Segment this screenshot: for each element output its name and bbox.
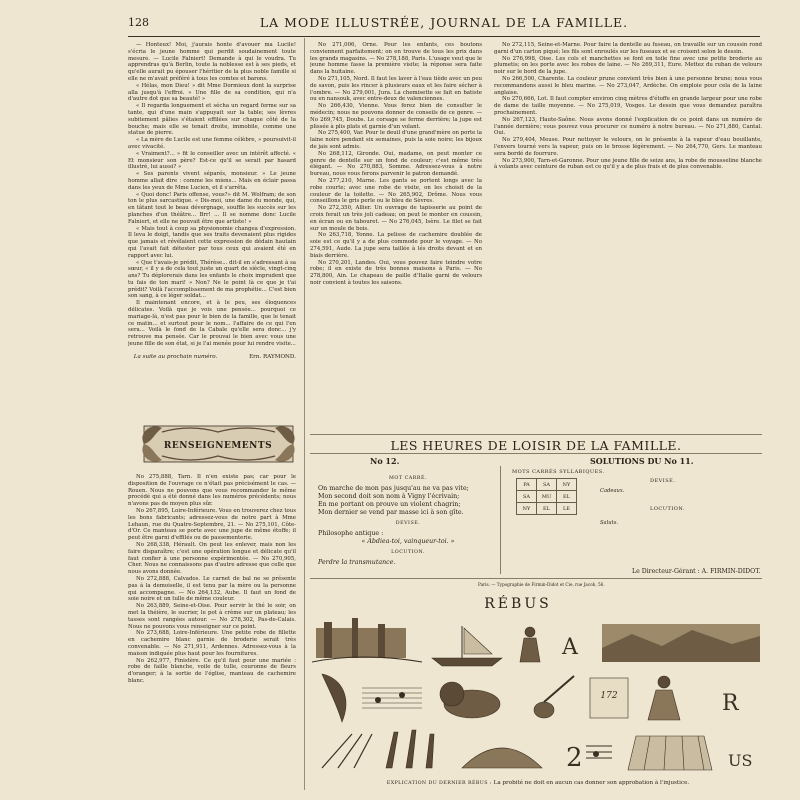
paragraph: No 279,404, Meuse. Pour nettoyer le velours, on le présente à la vapeur d'eau bouillante, l'envers tourné vers la vapeur, puis on le brosse légèrement. — No 264,770, Gers. Le manteau sera bordé de fourrure. [494,137,762,157]
paragraph: « Ses parents vivent séparés, monsieur. » Le jeune homme allait dire : comme les miens... Mais en éclair passa dans les yeux de Mme Lucien, et il s'arrêta. [128,171,296,191]
grid-cell: PA [517,479,537,491]
rebus-explanation-text: La probité ne doit en aucun cas donner son approbation à l'injustice. [493,780,690,786]
grid-cell: LE [557,503,577,515]
grid-cell: EL [557,491,577,503]
paragraph: « Hélas, mon Dieu! » dit Mme Dormieux dont la surprise alla jusqu'à l'effroi. « Une fille de sa condition, qui n'a d'autre dot que sa beauté! » [128,82,296,103]
grid-row [517,491,577,503]
paragraph: No 267,123, Haute-Saône. Nous avons donné l'explication de ce point dans un numéro de l'année dernière; vous pouvez vous procurer ce numéro à notre bureau. — No 271,880, Cantal. Oui. [494,116,762,137]
paragraph: No 271,105, Nord. Il faut les laver à l'eau tiède avec un peu de savon, puis les rincer à plusieurs eaux et les faire sécher à l'ombre. — No 279,001, Jura. La chemisette se fait en batiste ou en nansouk, avec entre-deux de valenciennes. [310,75,482,103]
puzzle-number: No 12. [370,456,400,466]
page-number: 128 [128,16,149,29]
grid-cell: MU [537,491,557,503]
puzzle-block [318,472,498,567]
paragraph: — Honteux! Moi, j'aurais honte d'avouer ma Lucile! s'écria le jeune homme qui perdit soudainement toute mesure. — Lucile Falniert! Demande à qui le voudra. Tu apprendras qu'à Berlin, toute la noblesse est à ses pieds, et qu'elle aurait pu épouser l'héritier de la plus noble famille si elle ne m'avait préféré à tous les comtes et barons. [128,42,296,82]
paragraph: No 266,430, Vienne. Vous ferez bien de consulter le médecin; nous ne pouvons donner de conseils de ce genre. — No 269,745, Doubs. Le corsage se ferme derrière; la jupe est plissée à plis plats et garnie d'un volant. [310,103,482,130]
printer-rule [310,578,762,579]
rebus-lion-icon [440,682,500,718]
paragraph: No 270,201, Landes. Oui, vous pouvez faire teindre votre robe; il en existe de très bonnes maisons à Paris. — No 278,800, Ain. Le chapeau de paille d'Italie garni de velours noir convient à toutes les saisons. [310,259,482,286]
rebus-number: 172 [600,691,618,701]
devise-text: Philosophe antique : [318,530,384,537]
page-header [128,14,760,37]
grid-cell: EL [537,503,557,515]
paragraph: No 262,977, Finistère. Ce qu'il faut pour une mariée : robe de faille blanche, voile de tulle, couronne de fleurs d'oranger; à la sortie de l'église, manteau de cachemire blanc. [128,657,296,684]
rebus-net-icon [628,736,712,770]
journal-title: LA MODE ILLUSTRÉE, JOURNAL DE LA FAMILLE. [259,15,629,30]
location-label: LOCUTION. [391,550,425,555]
grid-row [517,479,577,491]
section-rule-bottom [310,453,762,454]
rebus-letters-us: US [728,751,753,770]
paragraph: « La mère de Lucile est une femme célèbre, » poursuivit-il avec vivacité. [128,137,296,150]
rebus-ruins-icon [312,618,422,662]
paragraph: No 272,350, Allier. Un ouvrage de tapisserie au point de croix ferait un très joli cadeau; on peut le monter en coussin, en écran ou en tabouret. — No 276,045, Isère. Le filet se fait sur un moule de bois. [310,205,482,232]
rebus-explanation [312,780,764,786]
rebus-girl-icon [648,676,680,720]
answers-column-2 [310,42,482,428]
rebus-landscape-icon [602,624,760,662]
devise-label: DEVISE. [395,521,421,526]
grid-cell: SA [517,491,537,503]
mot-carre-label: MOT CARRÉ. [389,476,427,481]
sol-location-text: Saluts. [600,520,619,526]
story-column [128,42,296,396]
rebus-title: RÉBUS [484,596,552,612]
answers-column-3 [494,42,762,428]
paragraph: No 275,888, Tarn. Il n'en existe pas; car pour le disposition de l'ouvrage ce n'était pas précisément le cas. — Rouen. Nous ne pouvons que vous recommander le même procédé qui a été donné dans les numéros précédents; nous n'avons pas de moyen plus sûr. [128,474,296,508]
grid-cell: NY [557,479,577,491]
banner-label: RENSEIGNEMENTS [163,441,273,451]
riddle-line: Mon dernier se vend par masse ici à son gîte. [318,509,464,516]
devise-quote: « Abdiea-toi, vainqueur-toi. » [361,538,455,545]
renseignements-column [128,474,296,786]
mots-carres-label: MOTS CARRÉS SYLLABIQUES. [512,469,605,475]
paragraph: No 275,400, Var. Pour le deuil d'une grand'mère on porte la laine noire pendant six semaines, puis la soie noire; les bijoux de jais sont admis. [310,130,482,150]
director-credit: Le Directeur-Gérant : A. FIRMIN-DIDOT. [632,568,761,575]
rebus-illustration [312,618,764,776]
rebus-letter-a: A [562,635,578,660]
story-text [128,42,296,348]
sol-location-label: LOCUTION. [650,506,686,512]
paragraph: No 263,718, Yonne. La pelisse de cachemire doublée de soie est ce qu'il y a de plus commode pour le voyage. — No 274,591, Aude. La jupe sera taillée à lés droits devant et en biais derrière. [310,232,482,259]
paragraph: No 267,895, Loire-Inférieure. Vous en trouverez chez tous les bons fabricants; adressez-vous de notre part à Mme Lehaun, rue du Quatre-Septembre, 21. — No 275,101, Côte-d'Or. Ce manteau se porte avec une jupe de même étoffe; il peut être garni d'effilés ou de passementerie. [128,507,296,542]
renseignements-text [128,474,296,685]
riddle-text [318,485,498,517]
grid-cell: SA [537,479,557,491]
rebus-music-staff-icon [362,688,422,708]
sol-devise-text: Cadeaux. [600,488,625,494]
rebus-explanation-label: EXPLICATION DU DERNIER RÉBUS : [386,781,492,786]
riddle-line: En me portant on prouve un violent chagrin; [318,501,461,508]
solutions-divider [500,466,501,574]
author-name: Ern. RAYMOND. [249,353,296,360]
rebus-ship-icon [432,626,502,666]
paragraph: « Mais tout à coup sa physionomie changea d'expression. Il leva le doigt, tandis que ses traits devenaient plus rigides que jamais et révélaient cette expression de dédain hautain qui l'avait fait détester par tous ceux qui avaient été en rapport avec lui. [128,225,296,259]
location-text: Perdre la transmutance. [318,559,396,566]
paragraph: No 272,115, Seine-et-Marne. Pour faire la dentelle au fuseau, on travaille sur un coussin rond garni d'un carton piqué; les fils sont enroulés sur les fuseaux et se croisent selon le dessin. [494,42,762,55]
svg-text:2: 2 [566,743,583,773]
paragraph: No 277,210, Marne. Les gants se portent longs avec la robe courte; avec une robe de visite, on les choisit de la couleur de la toilette. — No 265,902, Drôme. Nous vous conseillons le gris perle ou le bleu de Sèvres. [310,177,482,205]
sol-devise-label: DEVISE. [650,478,676,484]
rebus-letter-r: R [722,691,739,716]
paragraph: No 263,889, Seine-et-Oise. Pour servir le thé le soir, on met la théière, le sucrier, le pot à crème sur un plateau; les tasses sont rangées autour. — No 278,302, Pas-de-Calais. Nous ne pouvons vous renseigner sur ce point. [128,603,296,630]
printer-credit: Paris. — Typographie de Firmin-Didot et Cie, rue Jacob, 56. [478,582,605,587]
rebus-number-two-icon [566,743,612,773]
paragraph: No 270,666, Lot. Il faut compter environ cinq mètres d'étoffe en grande largeur pour une robe de dame de taille moyenne. — No 275,019, Vosges. Le dessin que vous demandez paraîtra prochainement. [494,96,762,116]
paragraph: No 266,500, Charente. La couleur prune convient très bien à une personne brune; nous vous recommandons aussi le bleu marine. — No 273,047, Ardèche. On emploie pour cela de la laine anglaise. [494,75,762,96]
rebus-plume-icon [322,674,346,722]
rebus-figure-icon [520,627,540,662]
continuation-note: La suite au prochain numéro. [133,353,218,360]
rebus-heap-icon [462,748,542,768]
paragraph: No 268,112, Gironde. Oui, madame, on peut monter ce genre de dentelle sur un fond de couleur; c'est même très élégant. — No 270,883, Somme. Adressez-vous à notre bureau, nous vous ferons parvenir le patron demandé. [310,150,482,178]
mot-carre-grid [516,478,577,515]
paragraph: No 271,006, Orne. Pour les enfants, ces boutons conviennent parfaitement; on en trouve de tous les prix dans les grands magasins. — No 278,188, Paris. L'usage veut que le jeune homme fasse la première visite; la réponse sera faite dans la huitaine. [310,42,482,76]
paragraph: « Il regarda longuement et sécha un regard ferme sur sa tante, qui d'une main s'appuyait sur la table; ses lèvres subitement pâlies s'étaient effilées sur chaque côté de la bouche; mais elle se tenait droite, immobile, comme une statue de pierre. [128,103,296,137]
answers-text-2 [310,42,482,287]
rebus-arrows-icon [322,734,372,768]
riddle-line: Mon second doit son nom à Vigny l'écrivain; [318,493,460,500]
rebus-guitar-icon [534,676,574,718]
loisirs-title: LES HEURES DE LOISIR DE LA FAMILLE. [390,438,682,453]
paragraph: No 273,900, Tarn-et-Garonne. Pour une jeune fille de seize ans, la robe de mousseline blanche à volants avec ceinture de ruban est ce qu'il y a de plus frais et de plus convenable. [494,157,762,171]
rebus-calendar-icon [590,678,628,718]
paragraph: « Que t'avais-je prédit, Thérèse... dit-il en s'adressant à sa sœur, « il y a de cela tout juste un quart de siècle, vingt-cinq ans? Tu déplorerais dans les enfants le choix imprudent que tu fais de ton mari! » Non? Ne le point là ce que je t'ai prédit? Voilà l'accomplissement de ma prophétie... C'est bien son sang, à ce léger soldat... [128,259,296,300]
solutions-title: SOLUTIONS DU No 11. [590,456,694,466]
grid-cell: NY [517,503,537,515]
paragraph: « Vraiment?... » fit le conseiller avec un intérêt affecté. « Et monsieur son père? Est-ce qu'il se serait par hasard illustré, lui aussi? » [128,150,296,171]
riddle-line: On marche de mon pas jusqu'au ne va pas vite; [318,485,469,492]
paragraph: « Quoi donc! Paris offense, vous?» dit M. Wolfram; de son ton le plus sarcastique. « Dis-moi, une dame du monde, qui, en tâtant tout le beau dévergnage, souffle les succès sur les planches d'un théâtre... Brr! ... Il se nomme donc Lucile Falniert, et elle ne pouvait être que artiste! » [128,191,296,225]
grid-row [517,503,577,515]
paragraph: No 273,688, Loire-Inférieure. Une petite robe de fillette en cachemire blanc garnie de broderie serait très convenable. — No 271,911, Ardennes. Adressez-vous à la maison indiquée plus haut pour les fournitures. [128,630,296,657]
section-rule-top [310,434,762,435]
column-divider [304,38,305,790]
answers-text-3 [494,42,762,171]
story-footer [128,354,296,361]
paragraph: No 276,998, Oise. Les cols et manchettes se font en toile fine avec une petite broderie au plumetis; on les porte avec les robes de laine. — No 269,311, Eure. Mettez du ruban de velours noir sur le bord de la jupe. [494,55,762,76]
renseignements-banner [140,420,297,468]
paragraph: No 272,888, Calvados. Le carnet de bal ne se présente pas à la demoiselle, il est tenu par la mère ou la personne qui accompagne. — No 264,132, Aube. Il faut un fond de soie noire et un tulle de même couleur. [128,575,296,603]
paragraph: No 268,338, Hérault. On peut les enlever, mais non les faire disparaître; c'est une opération longue et délicate qu'il faut confier à une personne expérimentée. — No 270,905, Cher. Nous ne connaissons pas d'autre adresse que celle que nous avons donnée. [128,541,296,576]
rebus-knives-icon [386,730,434,768]
paragraph: Il maintenant encore, et à le peu, ses éloquences délicates. Voilà que je vois une pensée... pourquoi ce mariage-là, n'est pas pour le bien de la famille, que le tenait ce matin... et surtout pour le nom... l'affaire de ce qui l'en sera... Voilà le fond de la Cabale qu'elle sera donc... j'y retrouve ma pensée. Car le prouvai le bien avec vous une jeune fille de son état, si je l'ai menée pour lui rendre visite... [128,300,296,348]
